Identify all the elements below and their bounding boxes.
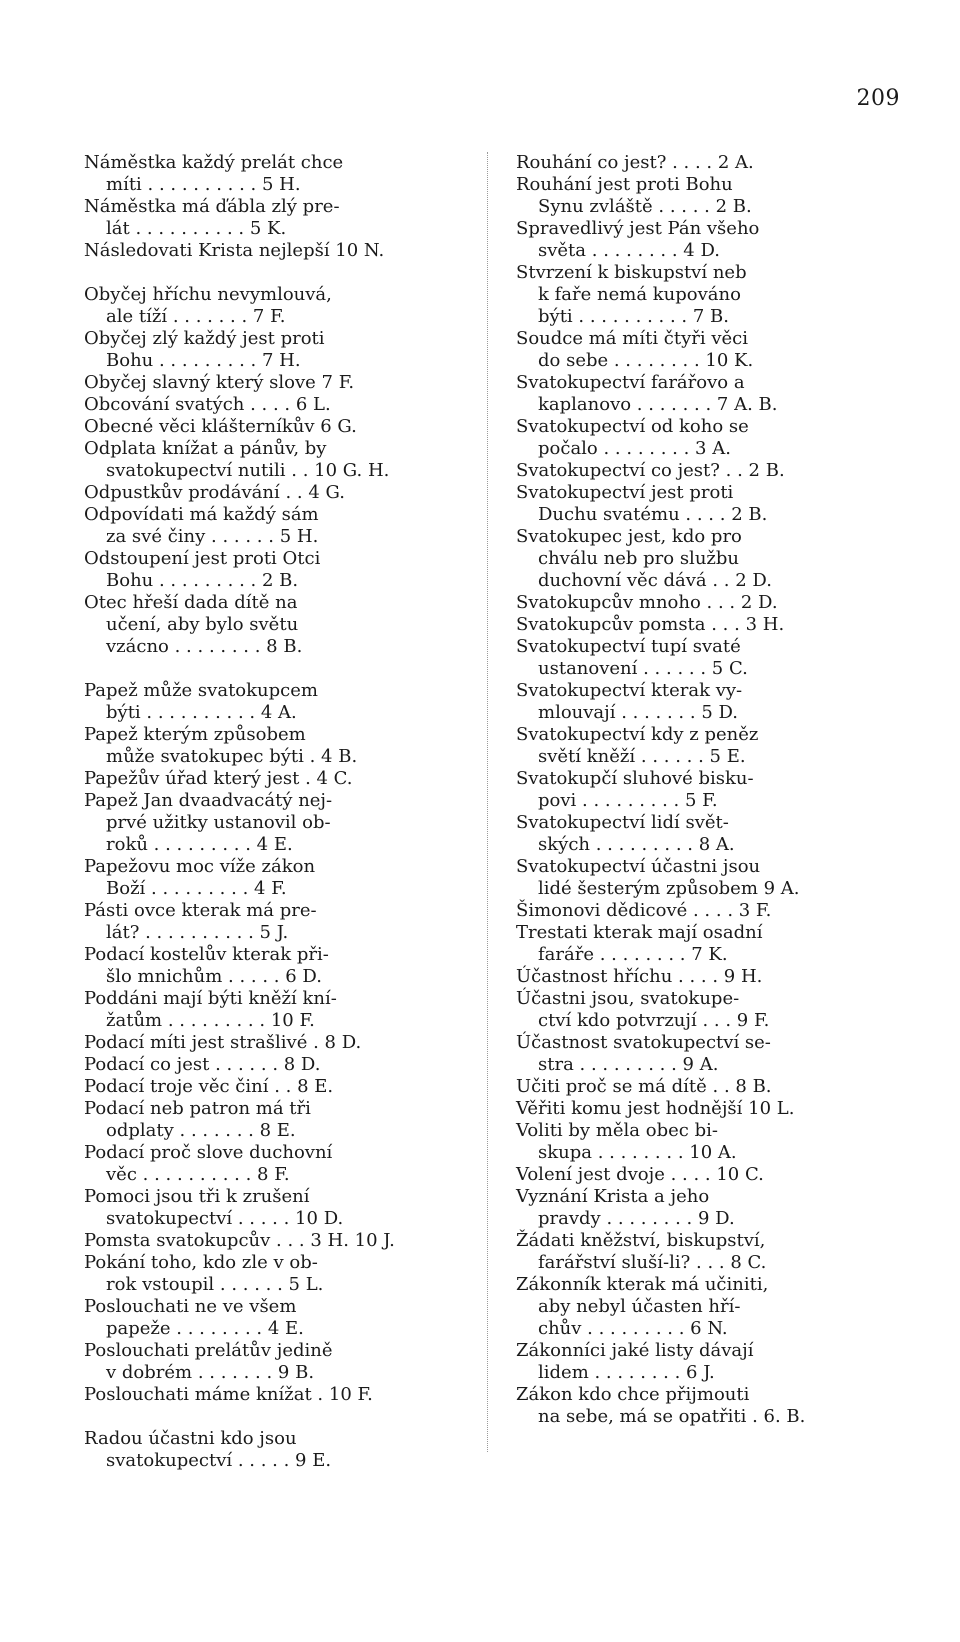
index-entry-line: Spravedlivý jest Pán všeho [516,218,760,239]
index-entry-line: chválu neb pro službu [538,548,740,569]
index-entry-line: Bohu . . . . . . . . . 2 B. [106,570,299,591]
index-entry [516,900,868,922]
index-entry [84,394,436,416]
index-entry-line: Šimonovi dědicové . . . . 3 F. [516,900,772,921]
index-entry [516,1274,868,1340]
index-entry [84,240,436,262]
index-entry [516,1032,868,1076]
index-entry-line: Soudce má míti čtyři věci [516,328,749,349]
index-entry [84,1428,436,1472]
index-entry-line: Obyčej hříchu nevymlouvá, [84,284,332,305]
index-entry [516,526,868,592]
index-entry [84,1384,436,1406]
index-entry-line: Podací co jest . . . . . . 8 D. [84,1054,321,1075]
index-entry-line: Svatokupectví co jest? . . 2 B. [516,460,785,481]
index-entry [84,372,436,394]
index-entry-line: Účastnost svatokupectví se- [516,1032,771,1053]
index-entry [516,724,868,768]
index-entry [516,680,868,724]
index-entry [516,1164,868,1186]
index-entry-line: svatokupectví . . . . . 9 E. [106,1450,332,1471]
index-entry [84,900,436,944]
index-entry [84,482,436,504]
index-entry [516,966,868,988]
index-entry-line: duchovní věc dává . . 2 D. [538,570,772,591]
index-entry-line: býti . . . . . . . . . . 7 B. [538,306,729,327]
index-entry-line: Účastnost hříchu . . . . 9 H. [516,966,763,987]
index-entry [516,922,868,966]
index-entry-line: Odpustkův prodávání . . 4 G. [84,482,345,503]
index-entry-line: lát . . . . . . . . . . 5 K. [106,218,287,239]
index-entry [516,988,868,1032]
index-entry-line: Svatokupectví účastni jsou [516,856,761,877]
index-entry-line: Svatokupectví lidí svět- [516,812,729,833]
index-entry-line: Následovati Krista nejlepší 10 N. [84,240,385,261]
index-entry-line: rok vstoupil . . . . . . 5 L. [106,1274,324,1295]
index-entry [516,1230,868,1274]
index-entry [84,1230,436,1252]
index-entry [84,768,436,790]
index-entry-line: učení, aby bylo světu [106,614,299,635]
index-entry-line: Poslouchati prelátův jedině [84,1340,333,1361]
index-entry-line: Zákon kdo chce přijmouti [516,1384,750,1405]
index-entry-line: Pásti ovce kterak má pre- [84,900,317,921]
index-entry-line: Svatokupectví farářovo a [516,372,745,393]
index-entry-line: kaplanovo . . . . . . . 7 A. B. [538,394,778,415]
index-entry [516,152,868,174]
index-entry-line: Svatokupcův pomsta . . . 3 H. [516,614,785,635]
index-entry-line: Obecné věci klášterníkův 6 G. [84,416,357,437]
page-number: 209 [856,86,900,111]
index-entry-line: Boží . . . . . . . . . 4 F. [106,878,287,899]
index-entry-line: Rouhání jest proti Bohu [516,174,733,195]
index-entry-line: lát? . . . . . . . . . . 5 J. [106,922,289,943]
index-entry-line: faráře . . . . . . . . 7 K. [538,944,728,965]
index-entry-line: ctví kdo potvrzují . . . 9 F. [538,1010,770,1031]
index-entry-line: Svatokupectví jest proti [516,482,734,503]
index-entry [84,944,436,988]
index-entry [84,1252,436,1296]
index-entry-line: ale tíží . . . . . . . 7 F. [106,306,286,327]
index-entry-line: světa . . . . . . . . 4 D. [538,240,720,261]
index-entry-line: ustanovení . . . . . . 5 C. [538,658,748,679]
index-entry-line: svatokupectví nutili . . 10 G. H. [106,460,390,481]
index-entry [84,196,436,240]
index-entry-line: Rouhání co jest? . . . . 2 A. [516,152,754,173]
index-entry-line: Svatokupectví kterak vy- [516,680,743,701]
index-entry [84,328,436,372]
index-entry [516,372,868,416]
index-entry-line: Obyčej zlý každý jest proti [84,328,325,349]
index-entry-line: Podací neb patron má tři [84,1098,311,1119]
index-entry-line: k faře nemá kupováno [538,284,741,305]
index-entry-line: pravdy . . . . . . . . 9 D. [538,1208,735,1229]
index-entry-line: stra . . . . . . . . . 9 A. [538,1054,719,1075]
index-entry-line: Volení jest dvoje . . . . 10 C. [516,1164,764,1185]
index-entry-line: Odplata knížat a pánův, by [84,438,327,459]
index-entry-line: může svatokupec býti . 4 B. [106,746,358,767]
index-entry-line: vzácno . . . . . . . . 8 B. [106,636,303,657]
index-entry-line: lidé šesterým způsobem 9 A. [538,878,800,899]
index-entry [516,416,868,460]
index-entry-line: Svatokupcův mnoho . . . 2 D. [516,592,778,613]
index-entry-line: Trestati kterak mají osadní [516,922,763,943]
index-entry-line: ských . . . . . . . . . 8 A. [538,834,735,855]
index-entry-line: v dobrém . . . . . . . 9 B. [106,1362,315,1383]
index-entry-line: věc . . . . . . . . . . 8 F. [106,1164,290,1185]
index-entry-line: Zákonníci jaké listy dávají [516,1340,754,1361]
index-entry-line: Žádati kněžství, biskupství, [516,1230,766,1251]
index-entry-line: Radou účastni kdo jsou [84,1428,297,1449]
index-entry-line: skupa . . . . . . . . 10 A. [538,1142,737,1163]
index-entry-line: světí kněží . . . . . . 5 E. [538,746,746,767]
index-entry [516,460,868,482]
index-entry [84,724,436,768]
index-entry-line: Otec hřeší dada dítě na [84,592,298,613]
index-entry-line: Podací kostelův kterak při- [84,944,329,965]
index-entry-line: Svatokupectví od koho se [516,416,749,437]
index-entry-line: Odpovídati má každý sám [84,504,319,525]
index-entry-line: Papežův úřad který jest . 4 C. [84,768,353,789]
index-entry-line: Odstoupení jest proti Otci [84,548,321,569]
index-entry-line: prvé užitky ustanovil ob- [106,812,331,833]
index-entry-line: chův . . . . . . . . . 6 N. [538,1318,728,1339]
index-entry [84,1142,436,1186]
index-entry [516,174,868,218]
index-entry-line: Zákonník kterak má učiniti, [516,1274,769,1295]
index-entry [84,152,436,196]
index-entry-line: býti . . . . . . . . . . 4 A. [106,702,297,723]
index-entry [84,504,436,548]
index-entry-line: Pomsta svatokupcův . . . 3 H. 10 J. [84,1230,395,1251]
index-entry [516,768,868,812]
index-entry-line: Učiti proč se má dítě . . 8 B. [516,1076,772,1097]
index-entry [84,988,436,1032]
index-entry [516,1384,868,1428]
index-entry-line: Voliti by měla obec bi- [516,1120,718,1141]
index-entry-line: Svatokupectví tupí svaté [516,636,741,657]
index-entry-line: Poddáni mají býti kněží kní- [84,988,337,1009]
index-entry-line: Obcování svatých . . . . 6 L. [84,394,331,415]
index-entry [84,416,436,438]
index-column-right [516,152,868,1428]
index-entry-line: Náměstka každý prelát chce [84,152,344,173]
index-entry-line: Obyčej slavný který slove 7 F. [84,372,355,393]
index-entry [516,218,868,262]
index-entry-line: roků . . . . . . . . . 4 E. [106,834,293,855]
index-entry-line: odplaty . . . . . . . 8 E. [106,1120,296,1141]
index-entry [84,1032,436,1054]
index-entry-line: Pomoci jsou tři k zrušení [84,1186,310,1207]
index-entry [516,812,868,856]
index-entry [84,284,436,328]
index-entry-line: Náměstka má ďábla zlý pre- [84,196,340,217]
index-entry [516,328,868,372]
index-entry-line: počalo . . . . . . . . 3 A. [538,438,731,459]
index-entry [84,438,436,482]
index-entry [516,1098,868,1120]
index-entry [516,636,868,680]
index-entry-line: Svatokupčí sluhové bisku- [516,768,754,789]
index-column-left [84,152,436,1472]
index-entry [516,262,868,328]
index-entry-line: Papežovu moc víže zákon [84,856,316,877]
index-entry-line: šlo mnichům . . . . . 6 D. [106,966,322,987]
index-entry-line: Poslouchati máme knížat . 10 F. [84,1384,373,1405]
index-entry-line: aby nebyl účasten hří- [538,1296,741,1317]
index-entry [84,1296,436,1340]
index-entry-line: žatům . . . . . . . . . 10 F. [106,1010,315,1031]
index-entry [84,1186,436,1230]
index-entry-line: Synu zvláště . . . . . 2 B. [538,196,752,217]
index-entry-line: svatokupectví . . . . . 10 D. [106,1208,344,1229]
index-entry-line: Papež může svatokupcem [84,680,318,701]
index-entry-line: do sebe . . . . . . . . 10 K. [538,350,754,371]
index-entry-line: Duchu svatému . . . . 2 B. [538,504,768,525]
index-entry [516,1076,868,1098]
index-entry-line: farářství sluší-li? . . . 8 C. [538,1252,767,1273]
index-entry-line: za své činy . . . . . . 5 H. [106,526,319,547]
index-entry-line: Bohu . . . . . . . . . 7 H. [106,350,301,371]
index-entry-line: Svatokupec jest, kdo pro [516,526,742,547]
index-entry [516,1120,868,1164]
index-entry-line: povi . . . . . . . . . 5 F. [538,790,718,811]
index-entry [84,790,436,856]
index-entry-line: míti . . . . . . . . . . 5 H. [106,174,301,195]
index-entry [516,482,868,526]
index-entry-line: Pokání toho, kdo zle v ob- [84,1252,318,1273]
index-entry-line: papeže . . . . . . . . 4 E. [106,1318,304,1339]
index-entry [84,856,436,900]
index-entry [84,1098,436,1142]
index-entry [84,1340,436,1384]
index-entry [516,592,868,614]
index-entry-line: Věřiti komu jest hodnější 10 L. [516,1098,795,1119]
index-entry [84,1076,436,1098]
index-entry [516,614,868,636]
index-entry [516,1186,868,1230]
index-entry [84,1054,436,1076]
index-entry-line: Podací troje věc činí . . 8 E. [84,1076,334,1097]
index-entry-line: Poslouchati ne ve všem [84,1296,297,1317]
index-entry [84,592,436,658]
index-entry-line: na sebe, má se opatřiti . 6. B. [538,1406,806,1427]
index-entry-line: mlouvají . . . . . . . 5 D. [538,702,739,723]
column-divider [487,152,488,1452]
index-entry-line: Podací proč slove duchovní [84,1142,333,1163]
index-entry [84,680,436,724]
index-entry [84,548,436,592]
index-entry-line: Papež Jan dvaadvacátý nej- [84,790,333,811]
index-entry [516,1340,868,1384]
index-entry-line: Účastni jsou, svatokupe- [516,988,740,1009]
index-entry-line: Vyznání Krista a jeho [516,1186,710,1207]
index-entry-line: Papež kterým způsobem [84,724,306,745]
index-entry-line: Svatokupectví kdy z peněz [516,724,759,745]
index-entry [516,856,868,900]
index-entry-line: Podací míti jest strašlivé . 8 D. [84,1032,362,1053]
index-entry-line: lidem . . . . . . . . 6 J. [538,1362,715,1383]
index-entry-line: Stvrzení k biskupství neb [516,262,747,283]
